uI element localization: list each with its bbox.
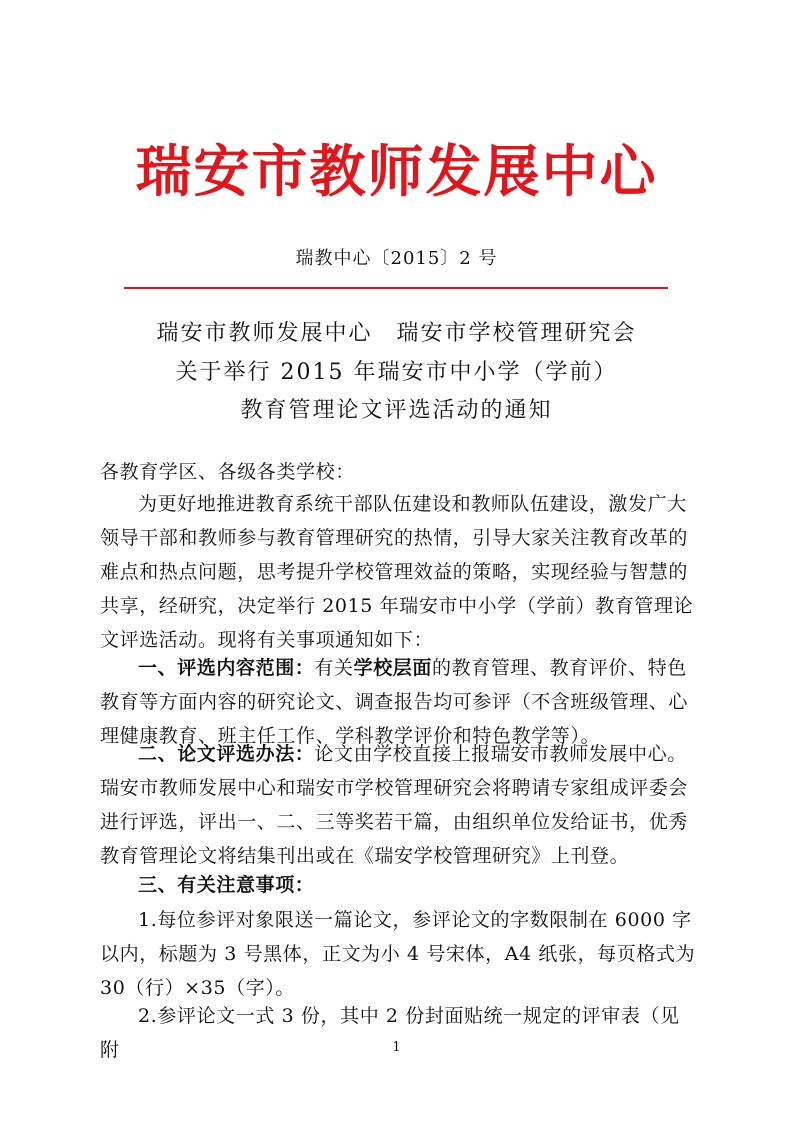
section-2-text: 论文由学校直接上报瑞安市教师发展中心。瑞安市教师发展中心和瑞安市学校管理研究会将聘请专家组成评委会进行评选，评出一、二、三等奖若干篇，由组织单位发给证书，优秀教育管理论文将结集刊出或在《瑞安学校管理研究》上刊登。 xyxy=(100,743,689,867)
red-separator-line xyxy=(124,287,668,289)
intro-paragraph: 为更好地推进教育系统干部队伍建设和教师队伍建设，激发广大领导干部和教师参与教育管理研究的热情，引导大家关注教育改革的难点和热点问题，思考提升学校管理效益的策略，实现经验与智慧的共享，经研究，决定举行 2015 年瑞安市中小学（学前）教育管理论文评选活动。现将有关事项通知如下： xyxy=(100,493,694,651)
notice-title-line-1: 瑞安市教师发展中心 瑞安市学校管理研究会 xyxy=(156,321,637,346)
section-1-heading: 一、评选内容范围： xyxy=(138,657,315,679)
document-number: 瑞教中心〔2015〕2 号 xyxy=(295,248,498,269)
section-2-heading: 二、论文评选办法： xyxy=(138,743,315,765)
notice-title-line-2: 关于举行 2015 年瑞安市中小学（学前） xyxy=(175,360,618,385)
page-number: 1 xyxy=(392,1040,401,1055)
salutation: 各教育学区、各级各类学校： xyxy=(100,461,355,483)
section-2-paragraph xyxy=(100,737,696,873)
section-1-text-a: 有关 xyxy=(314,657,354,679)
notice-item-2: 2.参评论文一式 3 份，其中 2 份封面贴统一规定的评审表（见附 xyxy=(100,1005,680,1061)
notice-item-1: 1.每位参评对象限送一篇论文，参评论文的字数限制在 6000 字以内，标题为 3 号黑体，正文为小 4 号宋体，A4 纸张，每页格式为 30（行）×35（字）。 xyxy=(100,909,696,999)
notice-title-line-3: 教育管理论文评选活动的通知 xyxy=(240,398,553,423)
section-3-heading: 三、有关注意事项： xyxy=(138,874,315,896)
section-1-text-b: 的教育管理、教育评价、特色教育等方面内容的研究论文、调查报告均可参评（不含班级管理、心理健康教育、班主任工作、学科教学评价和特色教学等）。 xyxy=(100,657,689,747)
section-1-emphasis: 学校层面 xyxy=(353,657,433,679)
org-header-title: 瑞安市教师发展中心 xyxy=(135,140,658,205)
